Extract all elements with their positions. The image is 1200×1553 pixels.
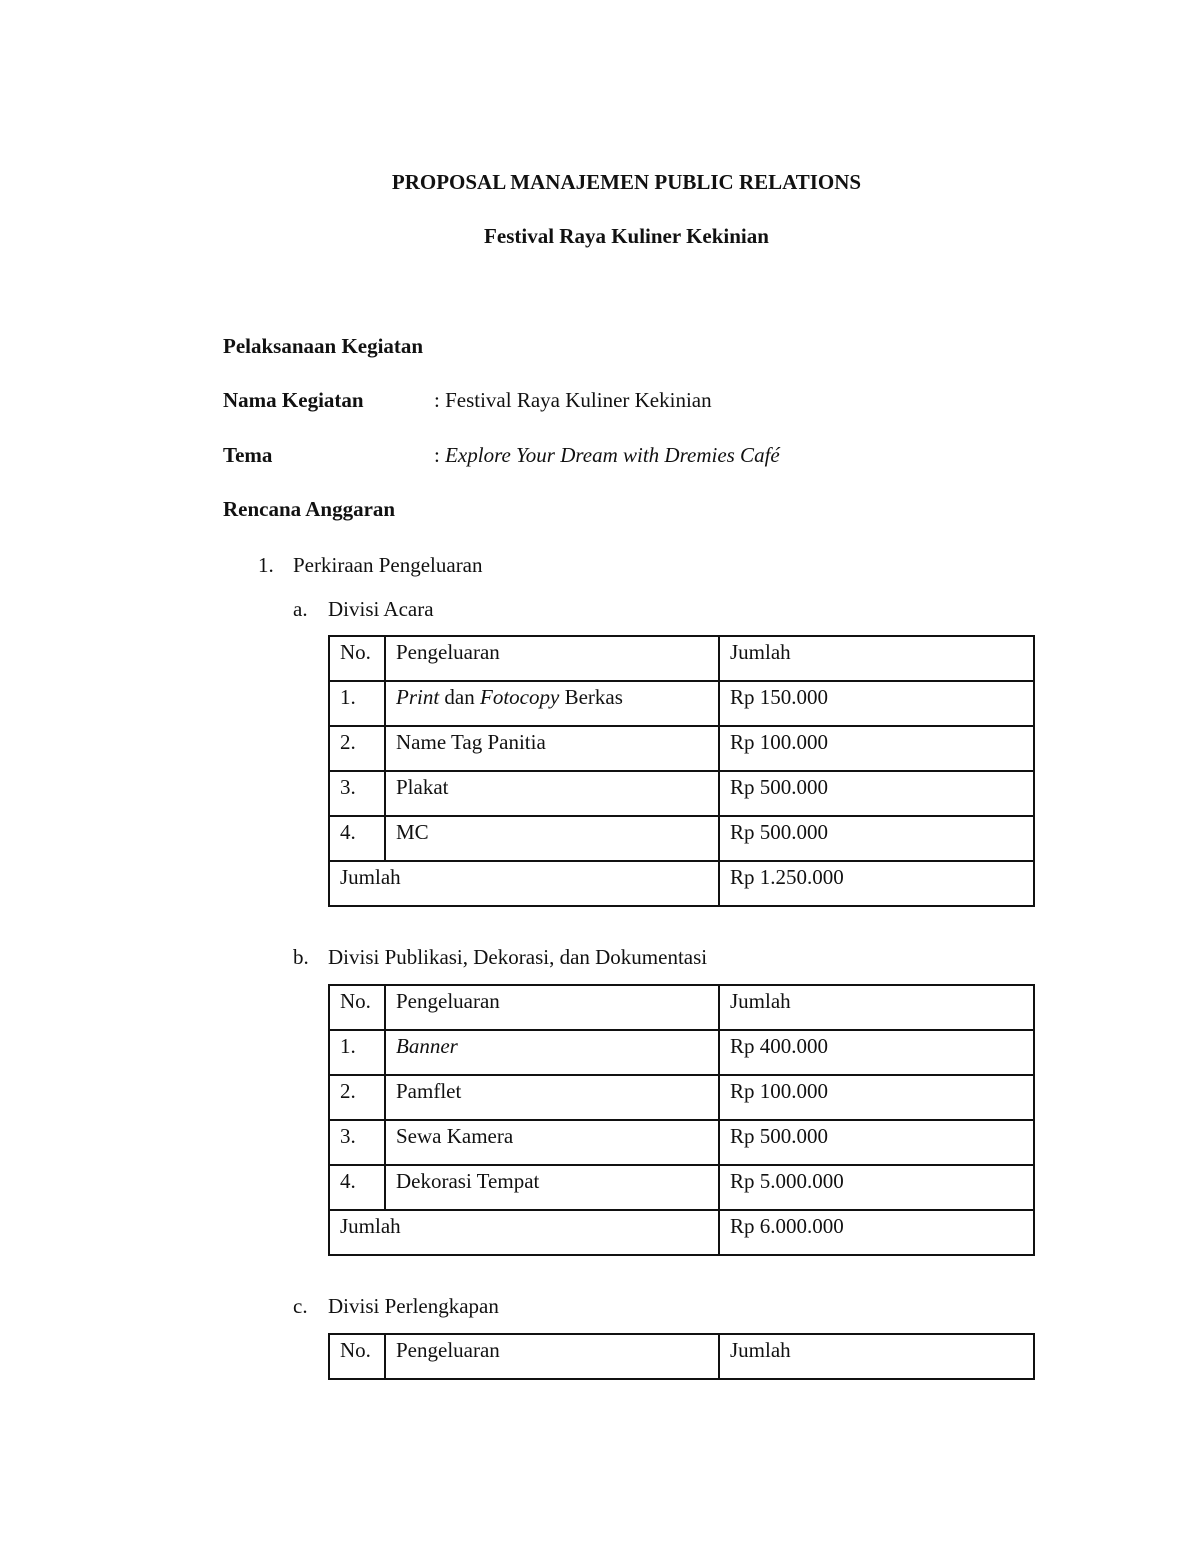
document-title: PROPOSAL MANAJEMEN PUBLIC RELATIONS — [391, 170, 862, 194]
row-amount: Rp 100.000 — [719, 1075, 1034, 1120]
divisi-b-name: Divisi Publikasi, Dekorasi, dan Dokumentasi — [328, 945, 708, 969]
row-item: MC — [385, 816, 719, 861]
row-no: 3. — [329, 771, 385, 816]
total-amount: Rp 6.000.000 — [719, 1210, 1034, 1255]
tema-value-line — [434, 445, 780, 466]
row-no: 1. — [329, 1030, 385, 1075]
list-number-1: 1. — [258, 553, 274, 577]
table-row — [329, 816, 1034, 861]
row-no: 3. — [329, 1120, 385, 1165]
total-amount: Rp 1.250.000 — [719, 861, 1034, 906]
divisi-a-table — [328, 635, 1035, 907]
divisi-c-letter: c. — [293, 1294, 308, 1318]
pelaksanaan-heading: Pelaksanaan Kegiatan — [223, 334, 424, 358]
table-row — [329, 1075, 1034, 1120]
row-amount: Rp 5.000.000 — [719, 1165, 1034, 1210]
tema-value: Explore Your Dream with Dremies Café — [445, 443, 780, 467]
table-total-row — [329, 1210, 1034, 1255]
table-header-row — [329, 1334, 1034, 1379]
table-row — [329, 771, 1034, 816]
table-row — [329, 1120, 1034, 1165]
table-header-row — [329, 636, 1034, 681]
row-no: 1. — [329, 681, 385, 726]
divisi-a-letter: a. — [293, 597, 308, 621]
header-no: No. — [329, 1334, 385, 1379]
row-item: Name Tag Panitia — [385, 726, 719, 771]
table-header-row — [329, 985, 1034, 1030]
tema-colon: : — [434, 443, 446, 467]
table-row — [329, 681, 1034, 726]
row-item: Banner — [385, 1030, 719, 1075]
header-no: No. — [329, 985, 385, 1030]
row-item: Dekorasi Tempat — [385, 1165, 719, 1210]
header-no: No. — [329, 636, 385, 681]
row-item-part: dan — [439, 685, 480, 709]
row-no: 2. — [329, 726, 385, 771]
row-amount: Rp 400.000 — [719, 1030, 1034, 1075]
table-row — [329, 1030, 1034, 1075]
row-item-part: Berkas — [559, 685, 623, 709]
header-jumlah: Jumlah — [719, 636, 1034, 681]
perkiraan-pengeluaran-label: Perkiraan Pengeluaran — [293, 553, 483, 577]
row-amount: Rp 500.000 — [719, 771, 1034, 816]
table-row — [329, 1165, 1034, 1210]
row-item-part: Print — [396, 685, 440, 709]
tema-label: Tema — [223, 443, 273, 467]
row-item-part: Fotocopy — [480, 685, 560, 709]
document-subtitle: Festival Raya Kuliner Kekinian — [484, 224, 769, 248]
row-item: Plakat — [385, 771, 719, 816]
rencana-anggaran-heading: Rencana Anggaran — [223, 497, 396, 521]
header-pengeluaran: Pengeluaran — [385, 1334, 719, 1379]
header-pengeluaran: Pengeluaran — [385, 636, 719, 681]
row-amount: Rp 150.000 — [719, 681, 1034, 726]
divisi-c-table — [328, 1333, 1035, 1380]
divisi-a-name: Divisi Acara — [328, 597, 434, 621]
row-item: Sewa Kamera — [385, 1120, 719, 1165]
header-jumlah: Jumlah — [719, 1334, 1034, 1379]
table-row — [329, 726, 1034, 771]
row-no: 4. — [329, 816, 385, 861]
row-amount: Rp 100.000 — [719, 726, 1034, 771]
divisi-b-letter: b. — [293, 945, 309, 969]
row-amount: Rp 500.000 — [719, 816, 1034, 861]
row-no: 2. — [329, 1075, 385, 1120]
row-amount: Rp 500.000 — [719, 1120, 1034, 1165]
divisi-b-table — [328, 984, 1035, 1256]
row-no: 4. — [329, 1165, 385, 1210]
row-item: Pamflet — [385, 1075, 719, 1120]
table-total-row — [329, 861, 1034, 906]
total-label: Jumlah — [329, 861, 719, 906]
divisi-c-name: Divisi Perlengkapan — [328, 1294, 499, 1318]
header-pengeluaran: Pengeluaran — [385, 985, 719, 1030]
total-label: Jumlah — [329, 1210, 719, 1255]
row-item — [385, 681, 719, 726]
nama-kegiatan-value: : Festival Raya Kuliner Kekinian — [434, 388, 712, 412]
header-jumlah: Jumlah — [719, 985, 1034, 1030]
nama-kegiatan-label: Nama Kegiatan — [223, 388, 364, 412]
